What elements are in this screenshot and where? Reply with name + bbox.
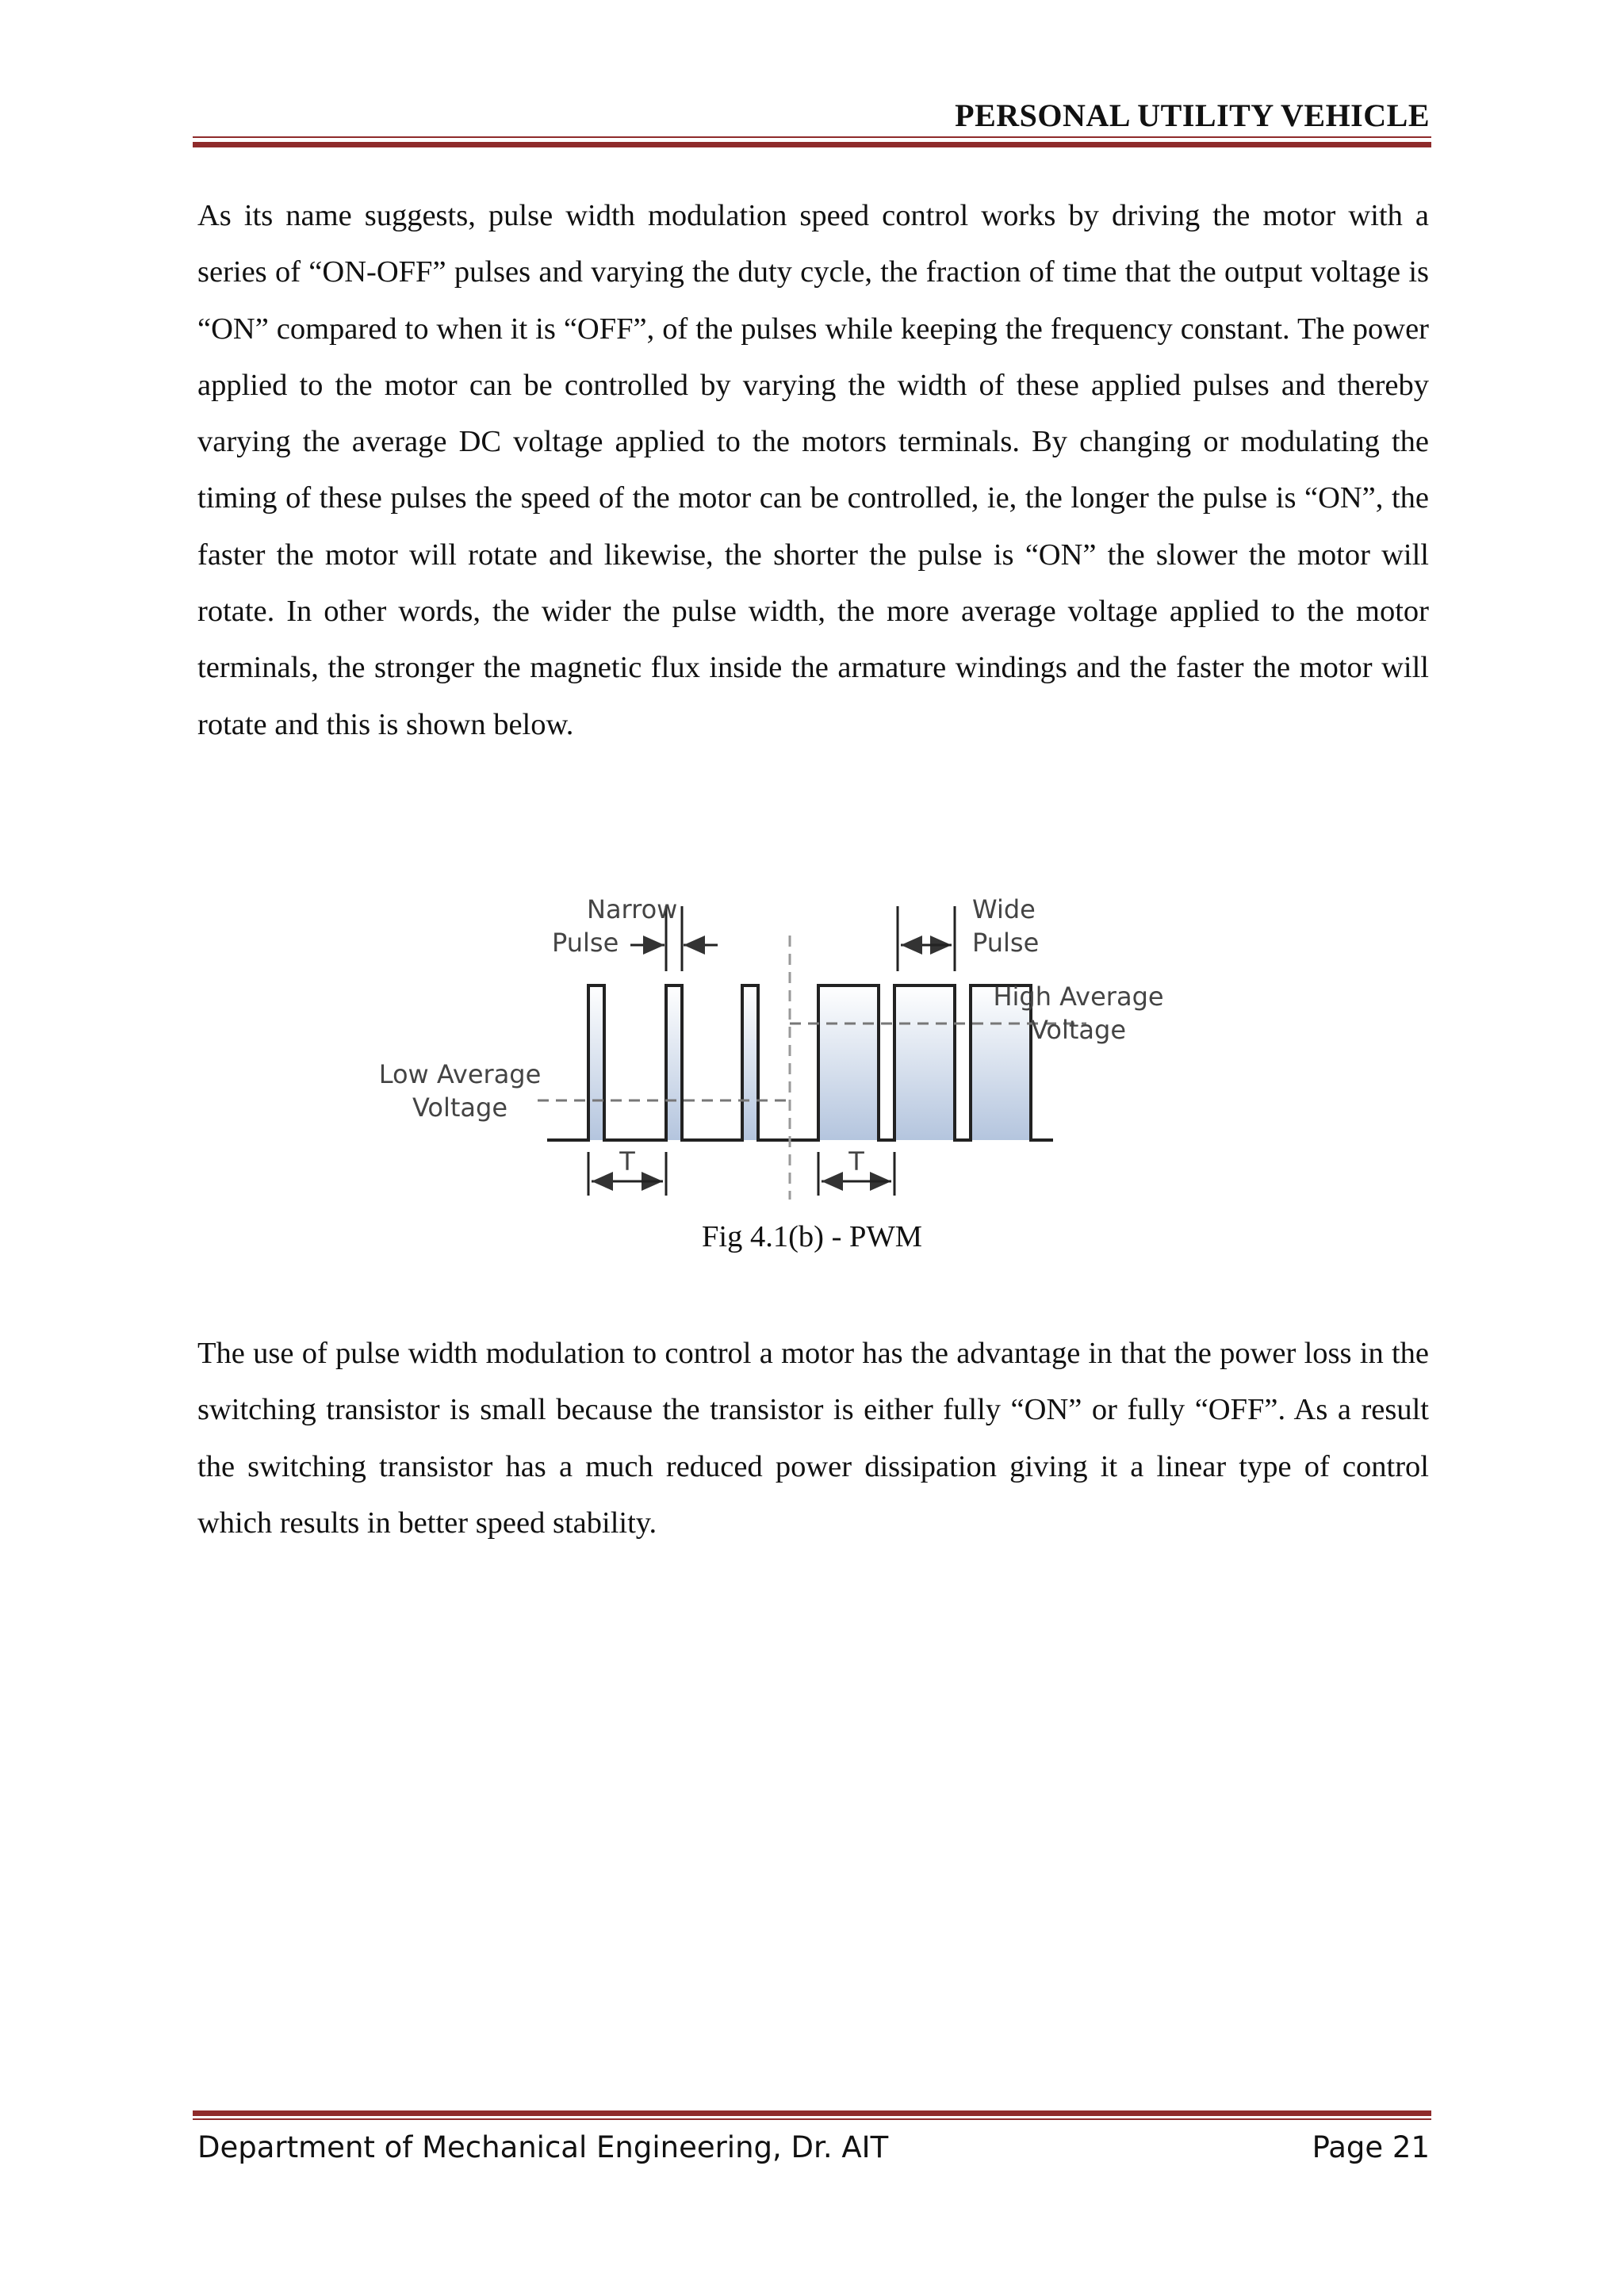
pwm-diagram	[373, 886, 1166, 1219]
label-high-line2: Voltage	[1030, 1015, 1127, 1045]
paragraph-pwm-advantage: The use of pulse width modulation to control a motor has the advantage in that the power loss in the switching transistor is small because the transistor is either fully “ON” or fully “OFF”. As a result the switching transistor has a much reduced power dissipation giving it a linear type of control which results in better speed stability.	[197, 1337, 1429, 1540]
page-header-title: PERSONAL UTILITY VEHICLE	[955, 98, 1430, 133]
wide-pulse-fill-1	[818, 985, 879, 1140]
narrow-pulse-fill-1	[588, 985, 604, 1140]
label-low-line1: Low Average	[378, 1059, 542, 1089]
label-period-right: T	[848, 1146, 864, 1177]
header-rule-thick	[193, 142, 1431, 147]
footer-rule-thin	[193, 2118, 1431, 2120]
figure-caption: Fig 4.1(b) - PWM	[701, 1220, 923, 1253]
label-wide-line2: Pulse	[972, 928, 1040, 958]
label-narrow-line2: Pulse	[552, 928, 619, 958]
footer-page-number: Page 21	[1312, 2130, 1430, 2164]
footer-rule-thick	[193, 2110, 1431, 2116]
label-period-left: T	[619, 1146, 635, 1177]
narrow-pulse-fill-2	[666, 985, 682, 1140]
footer-department: Department of Mechanical Engineering, Dr. AIT	[197, 2130, 889, 2164]
label-narrow-line1: Narrow	[587, 894, 678, 924]
narrow-pulse-fill-3	[742, 985, 758, 1140]
wide-pulse-fill-2	[894, 985, 955, 1140]
header-rule-thin	[193, 136, 1431, 138]
label-wide-line1: Wide	[972, 894, 1036, 924]
pwm-figure	[373, 886, 1166, 1219]
label-high-line1: High Average	[993, 982, 1164, 1012]
paragraph-pwm-intro: As its name suggests, pulse width modulation speed control works by driving the motor with a series of “ON-OFF” pulses and varying the duty cycle, the fraction of time that the output voltage is “ON” compared to when it is “OFF”, of the pulses while keeping the frequency constant. The power applied to the motor can be controlled by varying the width of these applied pulses and thereby varying the average DC voltage applied to the motors terminals. By changing or modulating the timing of these pulses the speed of the motor can be controlled, ie, the longer the pulse is “ON”, the faster the motor will rotate and likewise, the shorter the pulse is “ON” the slower the motor will rotate. In other words, the wider the pulse width, the more average voltage applied to the motor terminals, the stronger the magnetic flux inside the armature windings and the faster the motor will rotate and this is shown below.	[197, 199, 1429, 741]
label-low-line2: Voltage	[412, 1093, 508, 1123]
